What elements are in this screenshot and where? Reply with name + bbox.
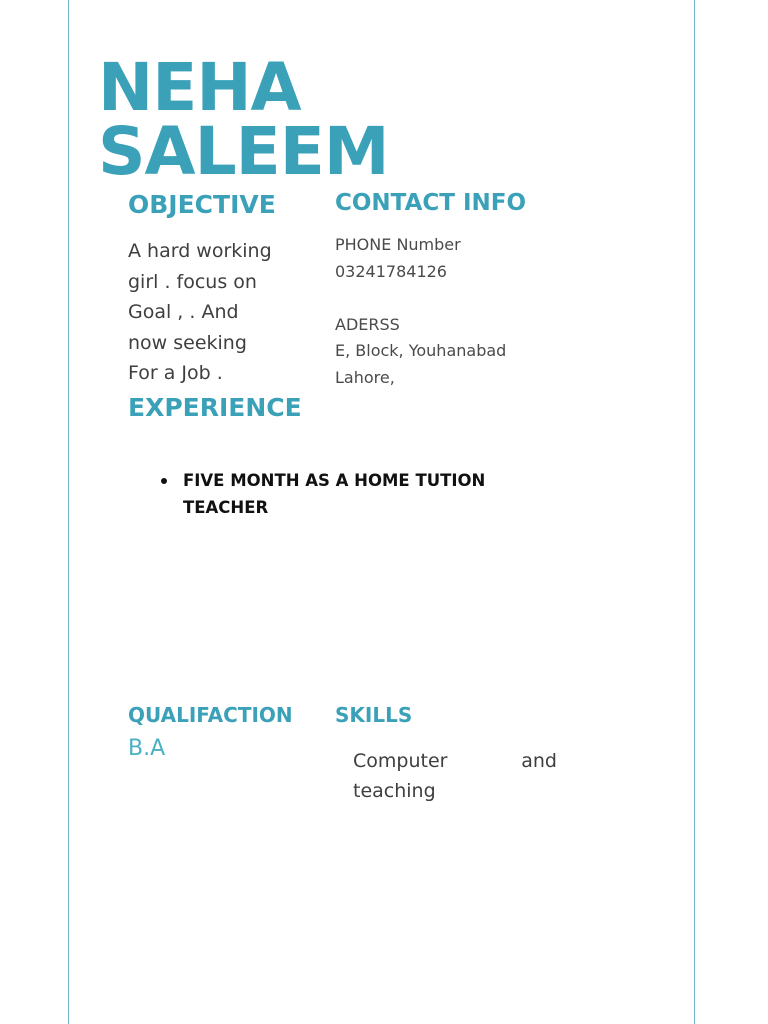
skills-line [353,746,557,776]
skills-word: and [521,750,557,772]
objective-line: A hard working [128,240,272,262]
skills-heading: SKILLS [335,703,413,727]
contact-block [335,232,506,392]
phone-label: PHONE Number [335,235,461,254]
last-name: SALEEM [98,113,389,190]
objective-line: For a Job . [128,362,223,384]
experience-item-line: TEACHER [183,498,269,517]
experience-item-line: FIVE MONTH AS A HOME TUTION [183,471,486,490]
contact-heading: CONTACT INFO [335,190,527,216]
skills-text [353,746,557,806]
objective-heading: OBJECTIVE [128,190,276,219]
bullet-icon [161,478,167,484]
qualification-value: B.A [128,736,166,761]
contact-spacer [335,285,506,312]
phone-number: 03241784126 [335,261,447,281]
objective-text [128,236,272,389]
qualification-heading: QUALIFACTION [128,703,293,727]
address-label: ADERSS [335,314,400,334]
address-city: Lahore, [335,367,395,387]
right-border-line [694,0,695,1024]
address-line: E, Block, Youhanabad [335,341,507,361]
skills-line: teaching [353,780,436,802]
first-name: NEHA [98,49,301,126]
objective-line: Goal , . And [128,301,239,323]
experience-list [158,467,538,521]
experience-heading: EXPERIENCE [128,393,302,422]
experience-item [158,467,538,521]
objective-line: now seeking [128,331,247,354]
objective-line: girl . focus on [128,270,257,293]
skills-word: Computer [353,750,448,772]
left-border-line [68,0,69,1024]
